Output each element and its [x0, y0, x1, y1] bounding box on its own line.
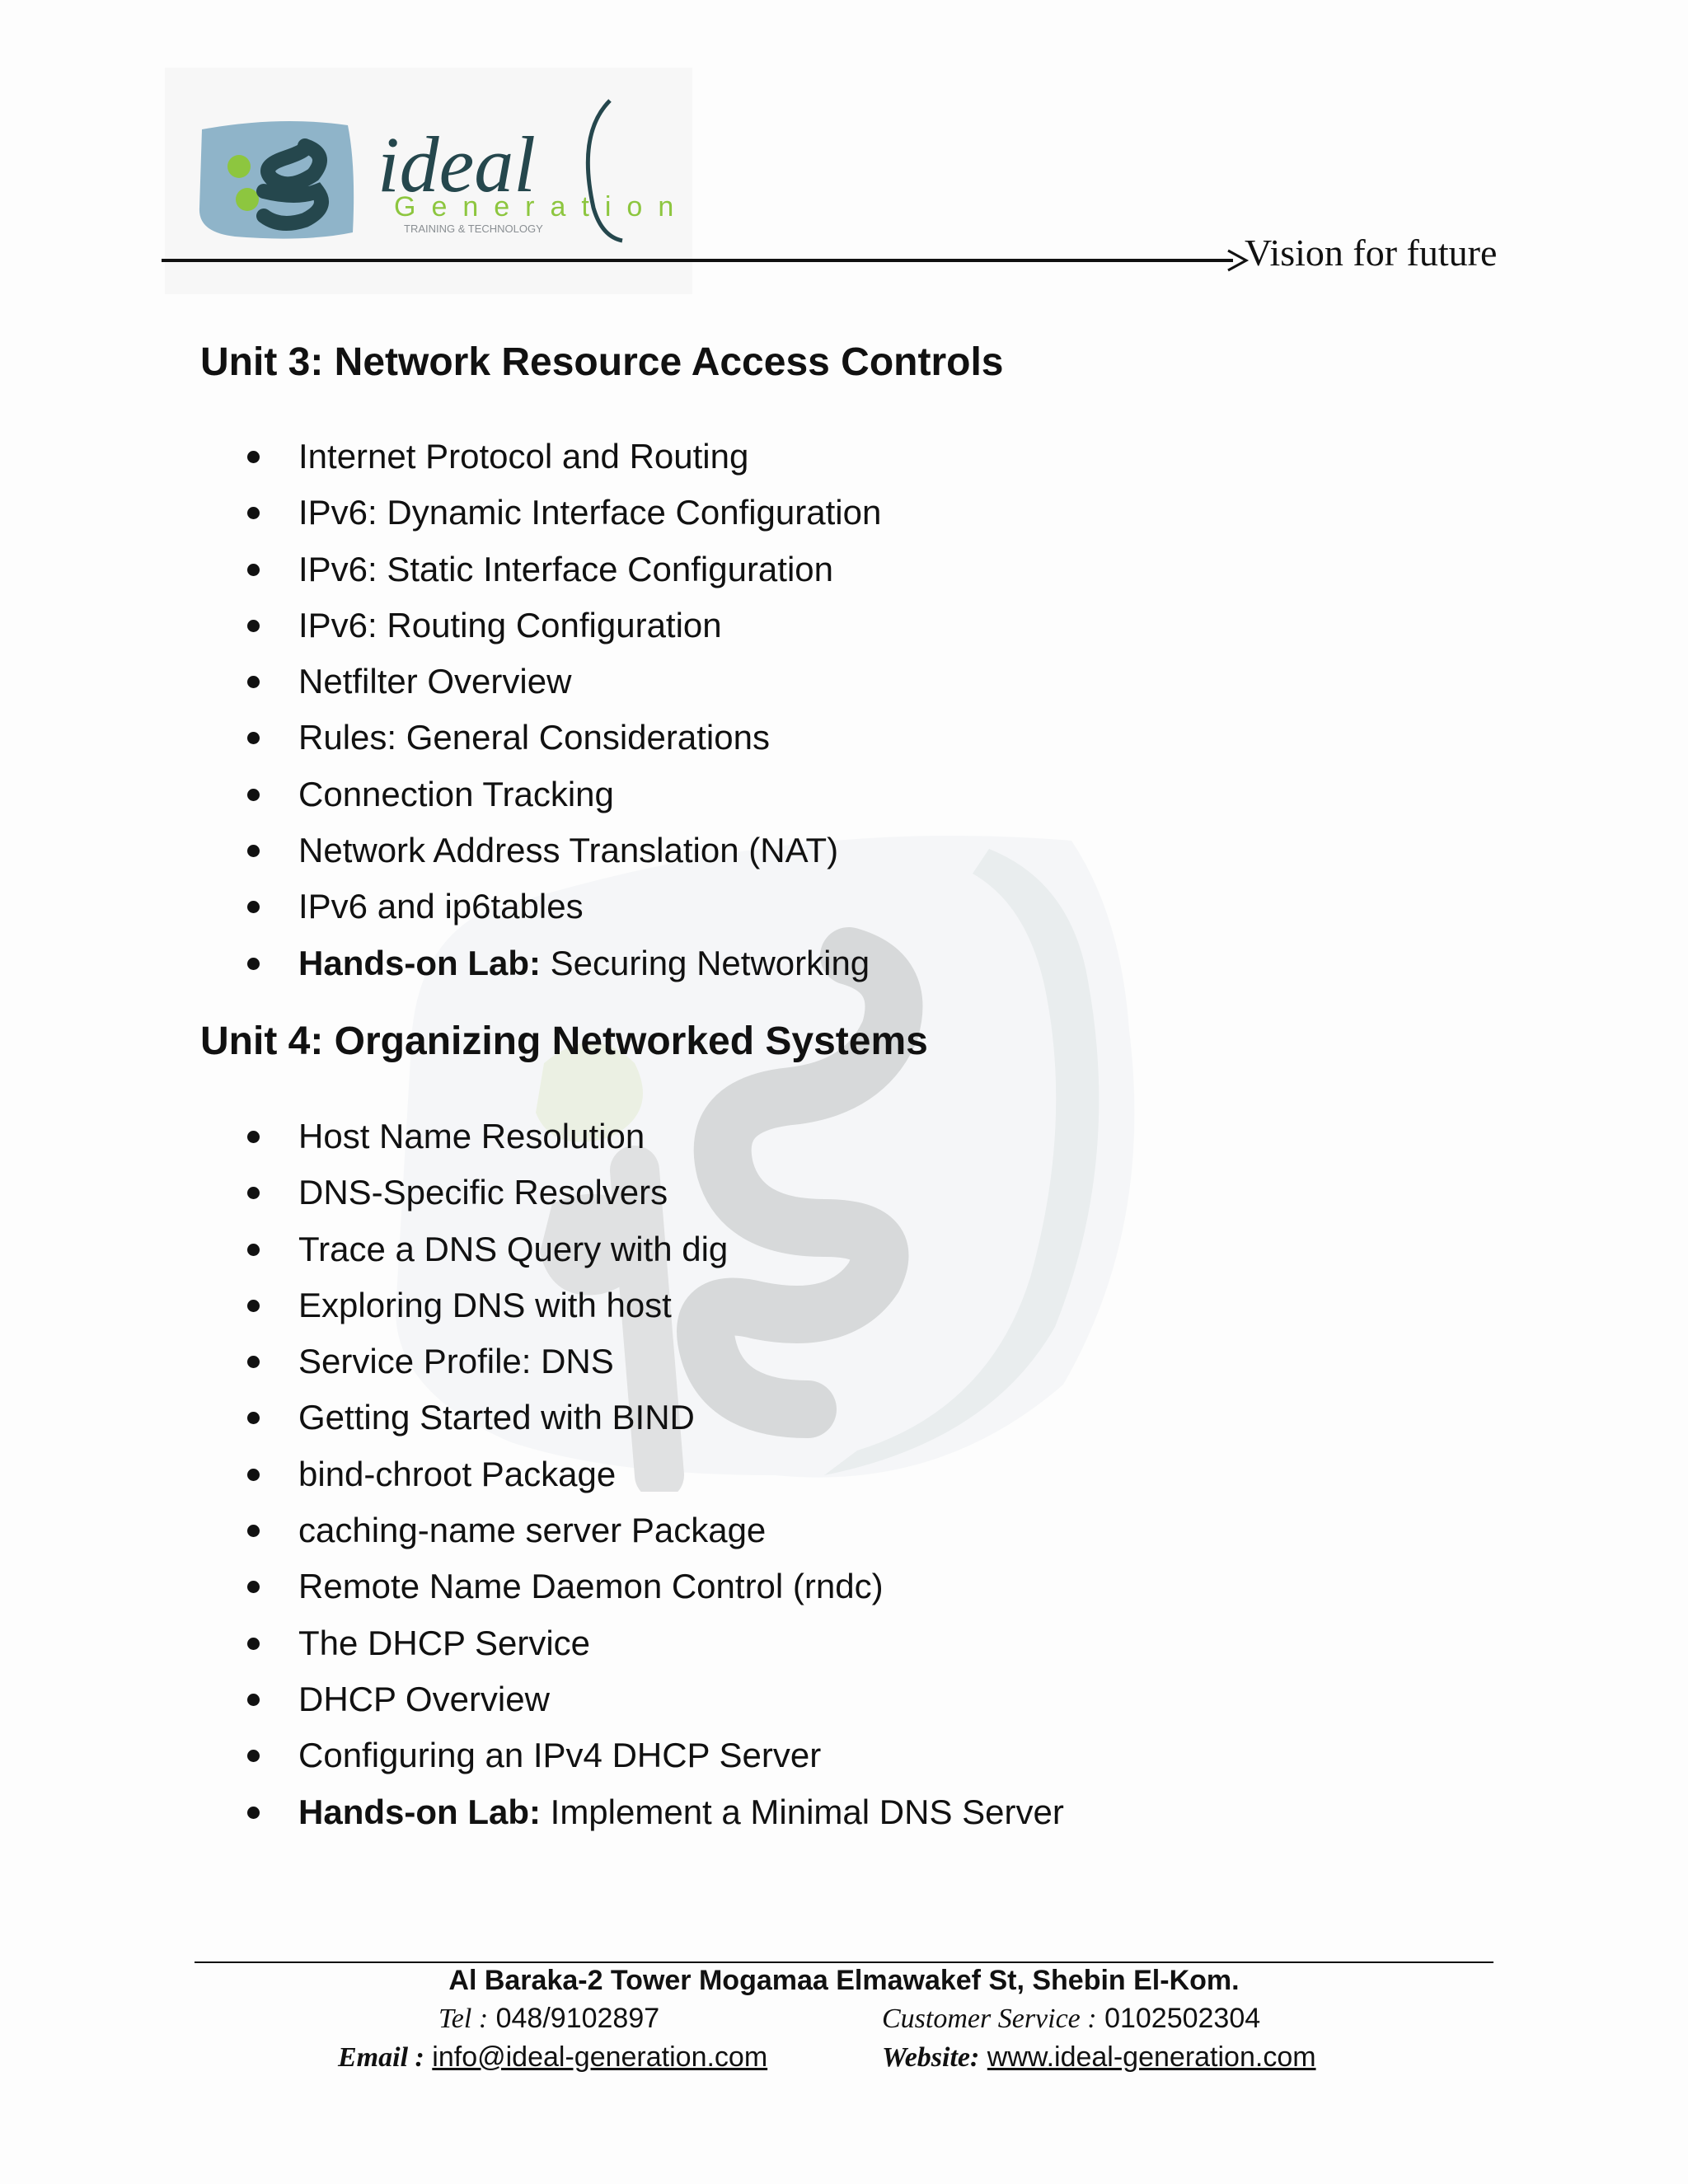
list-item: [247, 541, 881, 598]
list-item: [247, 654, 881, 710]
unit-3-title: Unit 3: Network Resource Access Controls: [200, 340, 1004, 384]
email-link[interactable]: info@ideal-generation.com: [432, 2041, 768, 2073]
list-item: [247, 1277, 1064, 1333]
item-text: Service Profile: DNS: [298, 1342, 614, 1381]
customer-service-value: 0102502304: [1104, 2003, 1261, 2034]
item-text: IPv6: Routing Configuration: [298, 605, 722, 644]
list-item: [247, 935, 881, 991]
unit-3-topic-list: [247, 429, 881, 991]
bullet-icon: [247, 1750, 260, 1762]
list-item: [247, 598, 881, 654]
item-text: Getting Started with BIND: [298, 1398, 695, 1437]
svg-text:TRAINING & TECHNOLOGY: TRAINING & TECHNOLOGY: [404, 223, 543, 235]
list-item: [247, 823, 881, 879]
item-text: DNS-Specific Resolvers: [298, 1173, 668, 1212]
email-label: Email :: [338, 2042, 424, 2073]
bullet-icon: [247, 1807, 260, 1819]
list-item: [247, 1727, 1064, 1783]
item-text: DHCP Overview: [298, 1679, 550, 1718]
footer-customer-service: [882, 2003, 1260, 2035]
bullet-icon: [247, 1525, 260, 1537]
lab-label: Hands-on Lab:: [298, 943, 541, 982]
svg-text:Generation: Generation: [394, 191, 690, 223]
bullet-icon: [247, 1469, 260, 1481]
header-rule: [162, 259, 1233, 262]
bullet-icon: [247, 958, 260, 970]
bullet-icon: [247, 1581, 260, 1593]
item-text: bind-chroot Package: [298, 1454, 617, 1493]
footer-address: Al Baraka-2 Tower Mogamaa Elmawakef St, Shebin El-Kom.: [448, 1965, 1240, 1996]
lab-label: Hands-on Lab:: [298, 1792, 541, 1831]
item-text: Implement a Minimal DNS Server: [540, 1792, 1064, 1831]
item-text: Netfilter Overview: [298, 662, 572, 701]
footer-website: [882, 2041, 1316, 2074]
bullet-icon: [247, 1300, 260, 1312]
bullet-icon: [247, 901, 260, 913]
bullet-icon: [247, 732, 260, 744]
bullet-icon: [247, 1356, 260, 1368]
bullet-icon: [247, 1412, 260, 1424]
list-item: [247, 766, 881, 823]
bullet-icon: [247, 1694, 260, 1706]
list-item: [247, 1333, 1064, 1390]
item-text: Exploring DNS with host: [298, 1285, 672, 1324]
website-label: Website:: [882, 2042, 980, 2073]
item-text: Rules: General Considerations: [298, 718, 770, 757]
list-item: [247, 1108, 1064, 1165]
bullet-icon: [247, 1131, 260, 1143]
item-text: Internet Protocol and Routing: [298, 437, 749, 476]
list-item: [247, 710, 881, 766]
list-item: [247, 1784, 1064, 1840]
unit-4-topic-list: [247, 1108, 1064, 1840]
list-item: [247, 485, 881, 541]
footer-email: [338, 2041, 767, 2074]
item-text: Remote Name Daemon Control (rndc): [298, 1567, 884, 1606]
bullet-icon: [247, 564, 260, 576]
item-text: IPv6 and ip6tables: [298, 887, 584, 926]
item-text: Trace a DNS Query with dig: [298, 1229, 729, 1268]
bullet-icon: [247, 620, 260, 632]
footer-tel: [438, 2003, 659, 2035]
list-item: [247, 1165, 1064, 1221]
list-item: [247, 1615, 1064, 1671]
tagline: Vision for future: [1245, 232, 1498, 274]
list-item: [247, 879, 881, 935]
list-item: [247, 1221, 1064, 1277]
item-text: IPv6: Dynamic Interface Configuration: [298, 493, 882, 532]
item-text: Configuring an IPv4 DHCP Server: [298, 1736, 822, 1775]
list-item: [247, 1502, 1064, 1558]
bullet-icon: [247, 1187, 260, 1199]
bullet-icon: [247, 845, 260, 857]
bullet-icon: [247, 507, 260, 519]
list-item: [247, 429, 881, 485]
tel-label: Tel :: [438, 2004, 489, 2034]
item-text: caching-name server Package: [298, 1511, 767, 1550]
list-item: [247, 1671, 1064, 1727]
list-item: [247, 1390, 1064, 1446]
bullet-icon: [247, 451, 260, 463]
item-text: Connection Tracking: [298, 774, 614, 813]
bullet-icon: [247, 1638, 260, 1650]
customer-service-label: Customer Service :: [882, 2004, 1097, 2034]
item-text: IPv6: Static Interface Configuration: [298, 549, 834, 588]
list-item: [247, 1558, 1064, 1615]
item-text: The DHCP Service: [298, 1623, 591, 1662]
footer-rule: [195, 1961, 1493, 1963]
tel-value: 048/9102897: [495, 2003, 660, 2034]
bullet-icon: [247, 789, 260, 801]
bullet-icon: [247, 1244, 260, 1256]
item-text: Network Address Translation (NAT): [298, 831, 839, 870]
unit-4-title: Unit 4: Organizing Networked Systems: [200, 1019, 928, 1063]
list-item: [247, 1446, 1064, 1502]
website-link[interactable]: www.ideal-generation.com: [987, 2041, 1316, 2073]
item-text: Host Name Resolution: [298, 1117, 645, 1155]
item-text: Securing Networking: [540, 943, 870, 982]
bullet-icon: [247, 676, 260, 688]
svg-text:ideal: ideal: [377, 120, 536, 209]
